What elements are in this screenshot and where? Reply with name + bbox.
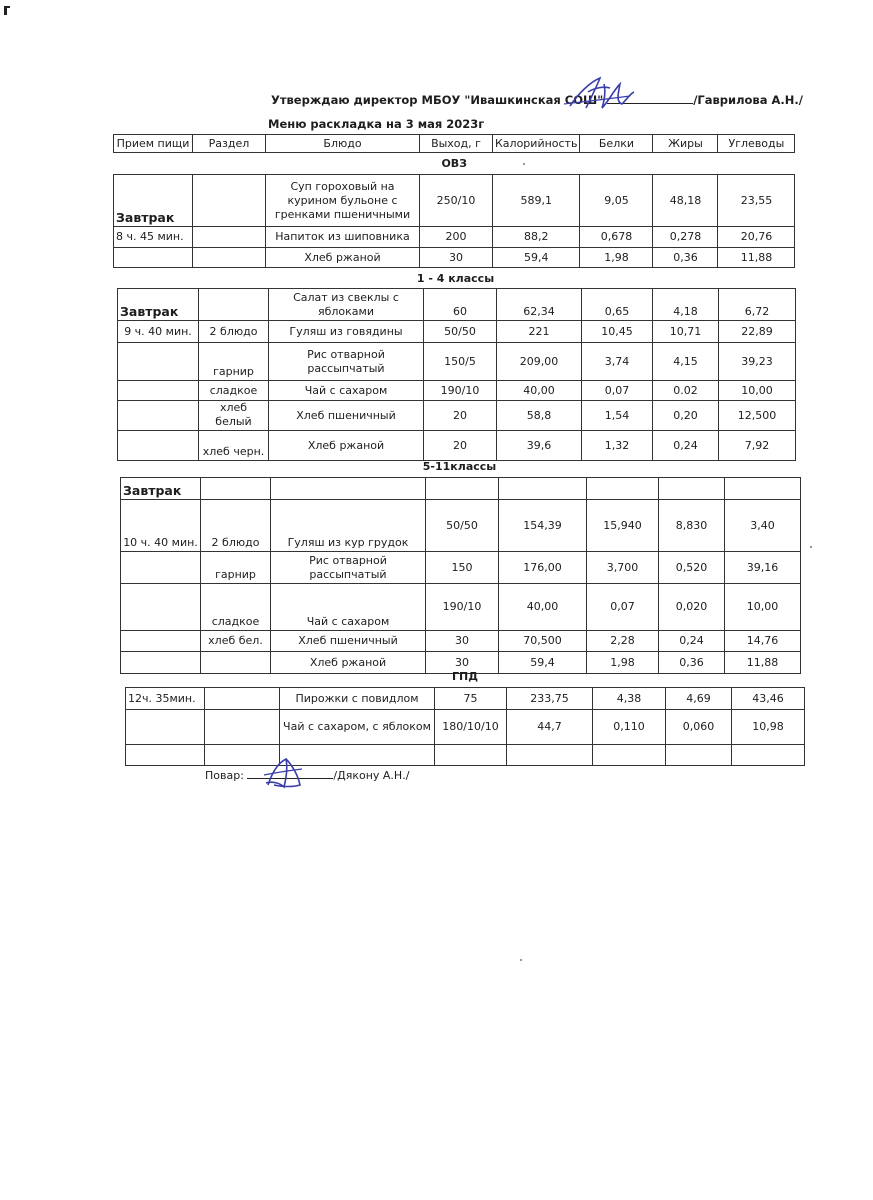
- output-cell: 200: [420, 227, 493, 248]
- meal-time: 8 ч. 45 мин.: [114, 227, 193, 248]
- col-header-fat: Жиры: [653, 135, 718, 153]
- table-row: [121, 478, 801, 500]
- section-cell: 2 блюдо: [199, 321, 269, 343]
- output-cell: 50/50: [424, 321, 497, 343]
- dish-cell: Хлеб ржаной: [269, 431, 424, 461]
- carbs-cell: 43,46: [732, 688, 805, 710]
- scan-speck: [810, 546, 812, 548]
- section-cell: хлеб черн.: [199, 431, 269, 461]
- output-cell: 20: [424, 401, 497, 431]
- section-title-gpd: ГПД: [451, 670, 478, 683]
- carbs-cell: 20,76: [718, 227, 795, 248]
- section-cell: гарнир: [201, 552, 271, 584]
- col-header-dish: Блюдо: [266, 135, 420, 153]
- fat-cell: 0,24: [659, 631, 725, 652]
- table-row: [118, 401, 796, 431]
- dish-cell: Гуляш из кур грудок: [271, 500, 426, 552]
- dish-cell: Напиток из шиповника: [266, 227, 420, 248]
- table-row: [118, 321, 796, 343]
- table-row: [118, 381, 796, 401]
- calories-cell: 154,39: [499, 500, 587, 552]
- output-cell: 250/10: [420, 175, 493, 227]
- fat-cell: 10,71: [653, 321, 719, 343]
- table-row: [114, 248, 795, 268]
- carbs-cell: 12,500: [719, 401, 796, 431]
- table-row: [118, 289, 796, 321]
- calories-cell: 40,00: [497, 381, 582, 401]
- col-header-calories: Калорийность: [493, 135, 580, 153]
- carbs-cell: 3,40: [725, 500, 801, 552]
- output-cell: 190/10: [426, 584, 499, 631]
- carbs-cell: 10,00: [725, 584, 801, 631]
- output-cell: 60: [424, 289, 497, 321]
- table-row: [118, 343, 796, 381]
- carbs-cell: 6,72: [719, 289, 796, 321]
- output-cell: 75: [435, 688, 507, 710]
- dish-cell: Суп гороховый на курином бульоне с гренками пшеничными: [266, 175, 420, 227]
- protein-cell: 9,05: [580, 175, 653, 227]
- section-cell: хлеб белый: [199, 401, 269, 431]
- fat-cell: 0,520: [659, 552, 725, 584]
- approval-prefix: Утверждаю директор МБОУ "Ивашкинская СОШ": [271, 93, 604, 107]
- meal-time: 10 ч. 40 мин.: [121, 500, 201, 552]
- calories-cell: 62,34: [497, 289, 582, 321]
- director-signature: [560, 74, 640, 114]
- protein-cell: 0,07: [582, 381, 653, 401]
- meal-time: 9 ч. 40 мин.: [118, 321, 199, 343]
- protein-cell: 1,32: [582, 431, 653, 461]
- protein-cell: 4,38: [593, 688, 666, 710]
- table-row: [121, 500, 801, 552]
- table-row: [114, 227, 795, 248]
- fat-cell: 0,020: [659, 584, 725, 631]
- calories-cell: 589,1: [493, 175, 580, 227]
- table-row: [121, 631, 801, 652]
- scan-corner-mark-top: [4, 6, 10, 8]
- section-cell: гарнир: [199, 343, 269, 381]
- fat-cell: 4,15: [653, 343, 719, 381]
- protein-cell: 1,98: [580, 248, 653, 268]
- col-header-carbs: Углеводы: [718, 135, 795, 153]
- cook-suffix: /Дякону А.Н./: [333, 769, 410, 782]
- calories-cell: 59,4: [499, 652, 587, 674]
- carbs-cell: 39,16: [725, 552, 801, 584]
- col-header-protein: Белки: [580, 135, 653, 153]
- dish-cell: Салат из свеклы с яблоками: [269, 289, 424, 321]
- menu-table-5-11: [120, 477, 801, 674]
- calories-cell: 233,75: [507, 688, 593, 710]
- col-header-output: Выход, г: [420, 135, 493, 153]
- dish-cell: Хлеб пшеничный: [271, 631, 426, 652]
- carbs-cell: 7,92: [719, 431, 796, 461]
- section-title-5-11: 5-11классы: [422, 460, 497, 473]
- fat-cell: 4,69: [666, 688, 732, 710]
- table-row: [121, 552, 801, 584]
- dish-cell: Рис отварной рассыпчатый: [271, 552, 426, 584]
- section-cell: сладкое: [201, 584, 271, 631]
- approval-line: [271, 93, 803, 107]
- approval-suffix: /Гаврилова А.Н./: [693, 93, 803, 107]
- section-cell: хлеб бел.: [201, 631, 271, 652]
- fat-cell: 0,36: [653, 248, 718, 268]
- section-cell: сладкое: [199, 381, 269, 401]
- dish-cell: Хлеб ржаной: [266, 248, 420, 268]
- scan-speck: [523, 163, 525, 165]
- protein-cell: 3,700: [587, 552, 659, 584]
- output-cell: 30: [420, 248, 493, 268]
- section-cell: 2 блюдо: [201, 500, 271, 552]
- table-row: [126, 688, 805, 710]
- protein-cell: 1,98: [587, 652, 659, 674]
- protein-cell: 3,74: [582, 343, 653, 381]
- dish-cell: Гуляш из говядины: [269, 321, 424, 343]
- fat-cell: 0,24: [653, 431, 719, 461]
- fat-cell: 4,18: [653, 289, 719, 321]
- fat-cell: 0,278: [653, 227, 718, 248]
- section-title-ovz: ОВЗ: [441, 156, 467, 170]
- fat-cell: 0.02: [653, 381, 719, 401]
- protein-cell: 10,45: [582, 321, 653, 343]
- dish-cell: Чай с сахаром: [271, 584, 426, 631]
- fat-cell: 0,060: [666, 710, 732, 745]
- table-header-row: [114, 135, 795, 153]
- fat-cell: 8,830: [659, 500, 725, 552]
- dish-cell: Чай с сахаром, с яблоком: [280, 710, 435, 745]
- meal-label: Завтрак: [118, 289, 199, 321]
- table-row: [121, 584, 801, 631]
- output-cell: 150/5: [424, 343, 497, 381]
- dish-cell: Хлеб ржаной: [271, 652, 426, 674]
- fat-cell: 0,36: [659, 652, 725, 674]
- fat-cell: 0,20: [653, 401, 719, 431]
- protein-cell: 1,54: [582, 401, 653, 431]
- dish-cell: Хлеб пшеничный: [269, 401, 424, 431]
- menu-table-ovz: [113, 134, 795, 268]
- output-cell: 50/50: [426, 500, 499, 552]
- calories-cell: 40,00: [499, 584, 587, 631]
- col-header-section: Раздел: [193, 135, 266, 153]
- menu-table-gpd: [125, 687, 805, 766]
- carbs-cell: 10,98: [732, 710, 805, 745]
- protein-cell: 0,07: [587, 584, 659, 631]
- output-cell: 20: [424, 431, 497, 461]
- calories-cell: 59,4: [493, 248, 580, 268]
- carbs-cell: 14,76: [725, 631, 801, 652]
- table-row: [118, 431, 796, 461]
- output-cell: 30: [426, 652, 499, 674]
- calories-cell: 70,500: [499, 631, 587, 652]
- protein-cell: 0,110: [593, 710, 666, 745]
- output-cell: 30: [426, 631, 499, 652]
- table-row: [126, 710, 805, 745]
- fat-cell: 48,18: [653, 175, 718, 227]
- dish-cell: Пирожки с повидлом: [280, 688, 435, 710]
- carbs-cell: 11,88: [718, 248, 795, 268]
- output-cell: 180/10/10: [435, 710, 507, 745]
- dish-cell: Чай с сахаром: [269, 381, 424, 401]
- cook-prefix: Повар:: [205, 769, 244, 782]
- carbs-cell: 11,88: [725, 652, 801, 674]
- calories-cell: 44,7: [507, 710, 593, 745]
- carbs-cell: 23,55: [718, 175, 795, 227]
- menu-table-1-4: [117, 288, 796, 461]
- carbs-cell: 10,00: [719, 381, 796, 401]
- meal-label: Завтрак: [114, 175, 193, 227]
- carbs-cell: 22,89: [719, 321, 796, 343]
- carbs-cell: 39,23: [719, 343, 796, 381]
- calories-cell: 176,00: [499, 552, 587, 584]
- section-title-1-4: 1 - 4 классы: [416, 272, 495, 285]
- calories-cell: 39,6: [497, 431, 582, 461]
- calories-cell: 58,8: [497, 401, 582, 431]
- protein-cell: 0,65: [582, 289, 653, 321]
- calories-cell: 209,00: [497, 343, 582, 381]
- output-cell: 190/10: [424, 381, 497, 401]
- meal-label: Завтрак: [121, 478, 201, 500]
- output-cell: 150: [426, 552, 499, 584]
- protein-cell: 0,678: [580, 227, 653, 248]
- table-row: [114, 175, 795, 227]
- menu-title: Меню раскладка на 3 мая 2023г: [268, 117, 485, 131]
- col-header-meal: Прием пищи: [114, 135, 193, 153]
- protein-cell: 2,28: [587, 631, 659, 652]
- cook-signature: [262, 755, 310, 791]
- calories-cell: 221: [497, 321, 582, 343]
- calories-cell: 88,2: [493, 227, 580, 248]
- meal-time: 12ч. 35мин.: [126, 688, 205, 710]
- protein-cell: 15,940: [587, 500, 659, 552]
- scan-speck: [520, 959, 522, 961]
- dish-cell: Рис отварной рассыпчатый: [269, 343, 424, 381]
- table-row: [126, 745, 805, 766]
